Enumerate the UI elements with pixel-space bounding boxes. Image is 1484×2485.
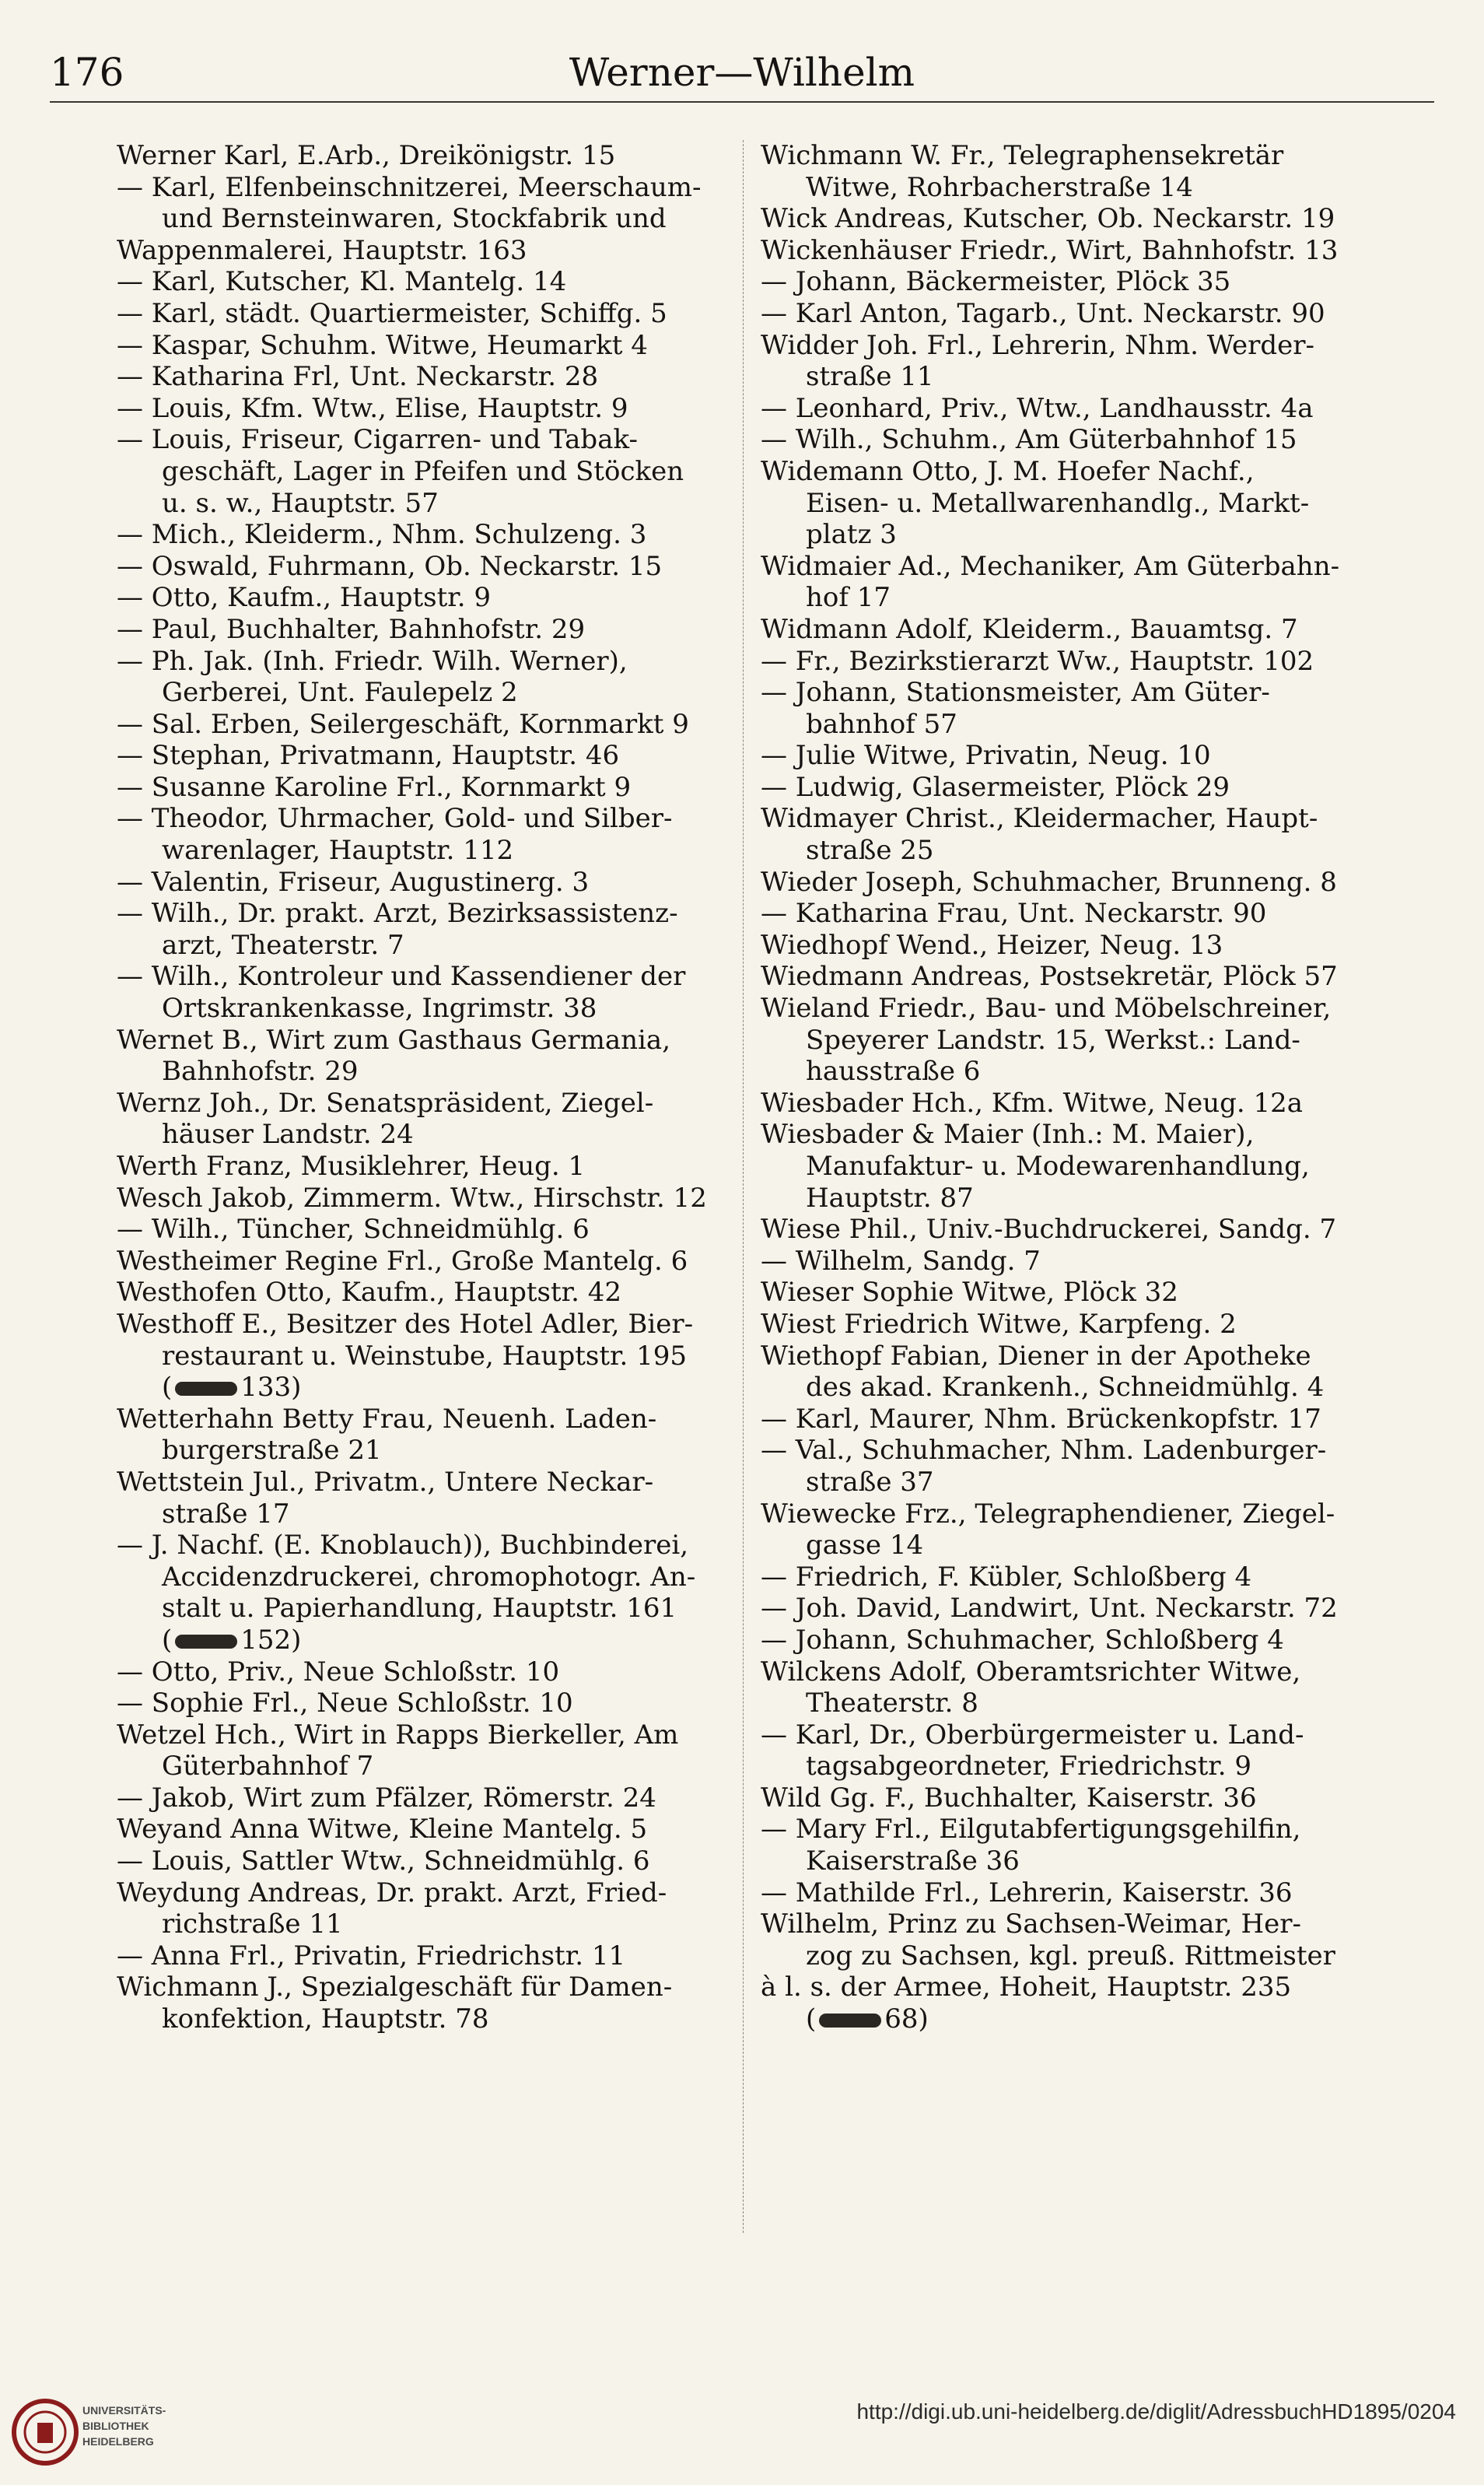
entry-line: — Karl, städt. Quartiermeister, Schiffg. 5 [117, 297, 667, 329]
entry-line: des akad. Krankenh., Schneidmühlg. 4 [806, 1372, 1325, 1404]
entry-line: — Paul, Buchhalter, Bahnhofstr. 29 [117, 613, 586, 645]
entry-line: — Fr., Bezirkstierarzt Ww., Hauptstr. 102 [761, 645, 1314, 677]
entry-line: häuser Landstr. 24 [162, 1119, 414, 1151]
page-number: 176 [50, 50, 124, 95]
entry-line: Weyand Anna Witwe, Kleine Mantelg. 5 [117, 1814, 648, 1845]
entry-line: ( 133) [162, 1372, 302, 1404]
running-title: Werner—Wilhelm [569, 50, 915, 95]
entry-line: — Stephan, Privatmann, Hauptstr. 46 [117, 740, 620, 772]
entry-line: Widmaier Ad., Mechaniker, Am Güterbahn- [761, 550, 1340, 582]
entry-line: — Karl, Dr., Oberbürgermeister u. Land- [761, 1719, 1304, 1751]
university-seal-icon [9, 2396, 81, 2468]
entry-line: Wettstein Jul., Privatm., Untere Neckar- [117, 1466, 654, 1498]
entry-line: bahnhof 57 [806, 708, 957, 740]
entry-line: — Karl, Kutscher, Kl. Mantelg. 14 [117, 266, 567, 298]
entry-line: Wappenmalerei, Hauptstr. 163 [117, 234, 527, 266]
entry-line: tagsabgeordneter, Friedrichstr. 9 [806, 1751, 1252, 1782]
entry-line: — Karl, Elfenbeinschnitzerei, Meerschaum- [117, 171, 702, 203]
library-logo-text [82, 2403, 166, 2449]
page-header [50, 39, 1434, 103]
entry-line: — Sal. Erben, Seilergeschäft, Kornmarkt 9 [117, 708, 689, 740]
entry-line: Wild Gg. F., Buchhalter, Kaiserstr. 36 [761, 1782, 1257, 1814]
entry-line: — Wilh., Kontroleur und Kassendiener der [117, 961, 686, 993]
entry-line: ( 68) [806, 2003, 929, 2035]
entry-line: Weydung Andreas, Dr. prakt. Arzt, Fried- [117, 1877, 667, 1908]
entry-line: Westheimer Regine Frl., Große Mantelg. 6 [117, 1245, 688, 1277]
entry-line: Güterbahnhof 7 [162, 1751, 374, 1782]
entry-line: restaurant u. Weinstube, Hauptstr. 195 [162, 1340, 688, 1372]
entry-line: — Johann, Stationsmeister, Am Güter- [761, 677, 1270, 709]
entry-line: Wilckens Adolf, Oberamtsrichter Witwe, [761, 1656, 1301, 1688]
entry-line: — Wilh., Tüncher, Schneidmühlg. 6 [117, 1214, 590, 1246]
entry-line: Werth Franz, Musiklehrer, Heug. 1 [117, 1151, 586, 1182]
entry-line: Westhoff E., Besitzer des Hotel Adler, Bier- [117, 1308, 694, 1340]
entry-line: straße 11 [806, 361, 934, 393]
entry-line: Widmayer Christ., Kleidermacher, Haupt- [761, 803, 1318, 835]
entry-line: straße 25 [806, 835, 934, 867]
entry-line: und Bernsteinwaren, Stockfabrik und [162, 203, 667, 235]
entry-line: — Sophie Frl., Neue Schloßstr. 10 [117, 1688, 573, 1719]
entry-line: Widmann Adolf, Kleiderm., Bauamtsg. 7 [761, 613, 1298, 645]
entry-line: Wieser Sophie Witwe, Plöck 32 [761, 1277, 1178, 1309]
logo-line: UNIVERSITÄTS- [82, 2404, 166, 2417]
entry-line: geschäft, Lager in Pfeifen und Stöcken [162, 455, 684, 487]
telephone-icon [175, 1382, 237, 1396]
entry-line: — Katharina Frl, Unt. Neckarstr. 28 [117, 361, 599, 393]
entry-line: Eisen- u. Metallwarenhandlg., Markt- [806, 487, 1310, 519]
entry-line: stalt u. Papierhandlung, Hauptstr. 161 [162, 1593, 677, 1625]
entry-line: — Kaspar, Schuhm. Witwe, Heumarkt 4 [117, 329, 648, 361]
entry-line: Widder Joh. Frl., Lehrerin, Nhm. Werder- [761, 329, 1314, 361]
entry-line: Kaiserstraße 36 [806, 1845, 1020, 1877]
entry-line: Wernet B., Wirt zum Gasthaus Germania, [117, 1024, 671, 1056]
right-column [761, 140, 1371, 2241]
entry-line: Wieder Joseph, Schuhmacher, Brunneng. 8 [761, 866, 1337, 898]
entry-line: zog zu Sachsen, kgl. preuß. Rittmeister [806, 1940, 1335, 1972]
entry-line: Widemann Otto, J. M. Hoefer Nachf., [761, 455, 1255, 487]
entry-line: — J. Nachf. (E. Knoblauch)), Buchbinderei, [117, 1530, 689, 1561]
entry-line: — Karl Anton, Tagarb., Unt. Neckarstr. 90 [761, 297, 1325, 329]
entry-line: — Johann, Bäckermeister, Plöck 35 [761, 266, 1231, 298]
entry-line: — Valentin, Friseur, Augustinerg. 3 [117, 866, 590, 898]
entry-line: Gerberei, Unt. Faulepelz 2 [162, 677, 518, 709]
entry-line: — Theodor, Uhrmacher, Gold- und Silber- [117, 803, 673, 835]
entry-line: — Friedrich, F. Kübler, Schloßberg 4 [761, 1561, 1252, 1593]
left-column [117, 140, 727, 2241]
entry-line: ( 152) [162, 1624, 302, 1656]
entry-line: Wilhelm, Prinz zu Sachsen-Weimar, Her- [761, 1908, 1302, 1940]
entry-line: Ortskrankenkasse, Ingrimstr. 38 [162, 993, 597, 1025]
entry-line: warenlager, Hauptstr. 112 [162, 835, 514, 867]
entry-line: Witwe, Rohrbacherstraße 14 [806, 171, 1193, 203]
entry-line: — Jakob, Wirt zum Pfälzer, Römerstr. 24 [117, 1782, 656, 1814]
entry-line: Wichmann J., Spezialgeschäft für Damen- [117, 1972, 673, 2003]
entry-line: — Julie Witwe, Privatin, Neug. 10 [761, 740, 1211, 772]
entry-line: Wiesbader Hch., Kfm. Witwe, Neug. 12a [761, 1087, 1304, 1119]
entry-line: straße 17 [162, 1498, 290, 1530]
entry-line: Wickenhäuser Friedr., Wirt, Bahnhofstr. 13 [761, 234, 1339, 266]
entry-line: Westhofen Otto, Kaufm., Hauptstr. 42 [117, 1277, 622, 1309]
entry-line: — Louis, Sattler Wtw., Schneidmühlg. 6 [117, 1845, 650, 1877]
source-url[interactable]: http://digi.ub.uni-heidelberg.de/diglit/AdressbuchHD1895/0204 [856, 2399, 1456, 2424]
entry-line: — Otto, Priv., Neue Schloßstr. 10 [117, 1656, 560, 1688]
logo-line: BIBLIOTHEK [82, 2420, 149, 2432]
entry-line: — Wilh., Dr. prakt. Arzt, Bezirksassistenz- [117, 898, 678, 930]
entry-line: — Johann, Schuhmacher, Schloßberg 4 [761, 1624, 1284, 1656]
entry-line: Wiedhopf Wend., Heizer, Neug. 13 [761, 929, 1223, 961]
entry-line: konfektion, Hauptstr. 78 [162, 2003, 489, 2035]
entry-line: Wiese Phil., Univ.-Buchdruckerei, Sandg. 7 [761, 1214, 1337, 1246]
entry-line: richstraße 11 [162, 1908, 343, 1940]
entry-line: Wichmann W. Fr., Telegraphensekretär [761, 140, 1284, 171]
entry-line: Hauptstr. 87 [806, 1182, 974, 1214]
entry-line: Manufaktur- u. Modewarenhandlung, [806, 1151, 1310, 1182]
entry-line: Wernz Joh., Dr. Senatspräsident, Ziegel- [117, 1087, 654, 1119]
entry-line: straße 37 [806, 1466, 934, 1498]
entry-line: — Mary Frl., Eilgutabfertigungsgehilfin, [761, 1814, 1301, 1845]
entry-line: — Oswald, Fuhrmann, Ob. Neckarstr. 15 [117, 550, 663, 582]
column-divider [743, 140, 744, 2233]
entry-line: — Anna Frl., Privatin, Friedrichstr. 11 [117, 1940, 626, 1972]
entry-line: — Otto, Kaufm., Hauptstr. 9 [117, 582, 492, 614]
entry-line: gasse 14 [806, 1530, 924, 1561]
entry-line: Wiest Friedrich Witwe, Karpfeng. 2 [761, 1308, 1237, 1340]
entry-line: Wiewecke Frz., Telegraphendiener, Ziegel- [761, 1498, 1335, 1530]
entry-line: — Joh. David, Landwirt, Unt. Neckarstr. 72 [761, 1593, 1338, 1625]
entry-line: hof 17 [806, 582, 891, 614]
telephone-icon [175, 1635, 237, 1649]
entry-line: — Louis, Kfm. Wtw., Elise, Hauptstr. 9 [117, 392, 628, 424]
entry-line: Wetzel Hch., Wirt in Rapps Bierkeller, Am [117, 1719, 679, 1751]
entry-line: Wick Andreas, Kutscher, Ob. Neckarstr. 19 [761, 203, 1335, 235]
entry-line: Wesch Jakob, Zimmerm. Wtw., Hirschstr. 12 [117, 1182, 707, 1214]
entry-line: — Karl, Maurer, Nhm. Brückenkopfstr. 17 [761, 1403, 1321, 1435]
entry-line: Theaterstr. 8 [806, 1688, 978, 1719]
entry-line: Wiedmann Andreas, Postsekretär, Plöck 57 [761, 961, 1338, 993]
entry-line: Accidenzdruckerei, chromophotogr. An- [162, 1561, 696, 1593]
entry-line: — Leonhard, Priv., Wtw., Landhausstr. 4a [761, 392, 1314, 424]
entry-line: — Val., Schuhmacher, Nhm. Ladenburger- [761, 1435, 1327, 1467]
entry-line: — Ludwig, Glasermeister, Plöck 29 [761, 771, 1230, 803]
entry-line: arzt, Theaterstr. 7 [162, 929, 404, 961]
entry-line: platz 3 [806, 519, 897, 551]
entry-line: — Wilh., Schuhm., Am Güterbahnhof 15 [761, 424, 1297, 456]
entry-line: à l. s. der Armee, Hoheit, Hauptstr. 235 [761, 1972, 1292, 2003]
entry-line: — Mich., Kleiderm., Nhm. Schulzeng. 3 [117, 519, 647, 551]
entry-line: — Susanne Karoline Frl., Kornmarkt 9 [117, 771, 632, 803]
entry-line: — Ph. Jak. (Inh. Friedr. Wilh. Werner), [117, 645, 628, 677]
entry-line: u. s. w., Hauptstr. 57 [162, 487, 439, 519]
entry-line: — Louis, Friseur, Cigarren- und Tabak- [117, 424, 638, 456]
entry-line: Wieland Friedr., Bau- und Möbelschreiner, [761, 993, 1332, 1025]
entry-line: burgerstraße 21 [162, 1435, 382, 1467]
footer [0, 2379, 1484, 2485]
entry-line: — Katharina Frau, Unt. Neckarstr. 90 [761, 898, 1267, 930]
entry-line: Wiethopf Fabian, Diener in der Apotheke [761, 1340, 1311, 1372]
entry-line: Speyerer Landstr. 15, Werkst.: Land- [806, 1024, 1300, 1056]
entry-line: — Wilhelm, Sandg. 7 [761, 1245, 1041, 1277]
telephone-icon [819, 2014, 881, 2028]
entry-line: Wiesbader & Maier (Inh.: M. Maier), [761, 1119, 1255, 1151]
entry-line: — Mathilde Frl., Lehrerin, Kaiserstr. 36 [761, 1877, 1293, 1908]
entry-line: Bahnhofstr. 29 [162, 1056, 359, 1088]
entry-line: hausstraße 6 [806, 1056, 981, 1088]
logo-line: HEIDELBERG [82, 2435, 154, 2448]
entry-line: Werner Karl, E.Arb., Dreikönigstr. 15 [117, 140, 616, 171]
entry-line: Wetterhahn Betty Frau, Neuenh. Laden- [117, 1403, 657, 1435]
